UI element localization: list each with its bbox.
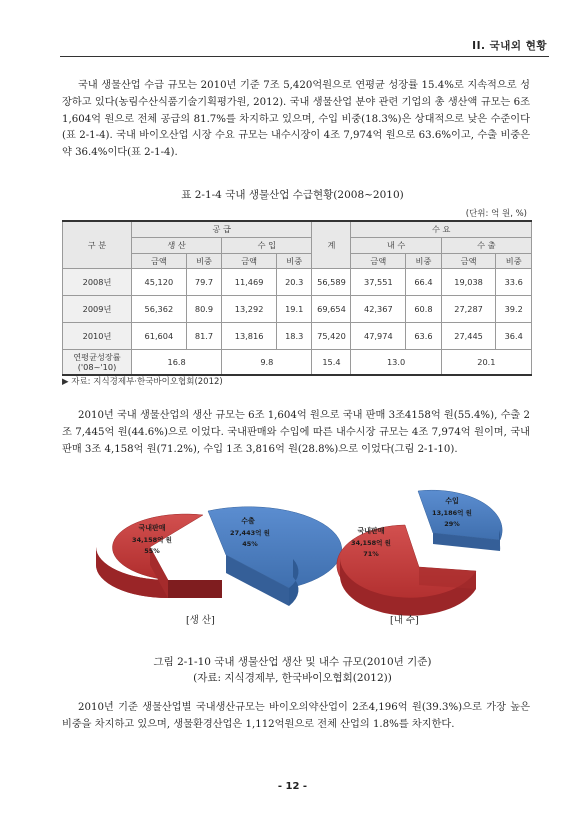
header-gubun: 구 분 xyxy=(63,221,132,269)
pie-production-slice-export xyxy=(208,507,342,606)
supply-demand-table xyxy=(62,220,532,376)
cell: 18.3 xyxy=(276,323,312,350)
paragraph-1-text: 국내 생물산업 수급 규모는 2010년 기준 7조 5,420억원으로 연평균 성장률 15.4%로 지속적으로 성장하고 있다(농림수산식품기술기획평가원, 2012). 국내 생물산업 분야 관련 기업의 총 생산액 규모는 6조 1,604억 원으로 전체 공급의 81.7%를 차지하고 있으며, 수입 비중(18.3%)은 상대적으로 낮은 수준이다(표 2-1-4). 국내 바이오산업 시장 수요 규모는 내수시장이 4조 7,974억 원으로 63.6%이고, 수출 비중은 약 36.4%이다(표 2-1-4). xyxy=(62,80,530,159)
cell: 56,362 xyxy=(132,296,187,323)
cell: 13,816 xyxy=(222,323,277,350)
cell: 56,589 xyxy=(312,269,351,296)
growth-period: ('08~'10) xyxy=(77,362,117,372)
table-row xyxy=(63,323,532,350)
paragraph-2-text: 2010년 국내 생물산업의 생산 규모는 6조 1,604억 원으로 국내 판매 3조4158억 원(55.4%), 수출 2조 7,445억 원(44.6%)으로 이었다. 국내판매와 수입에 따른 내수시장 규모는 4조 7,974억 원이며, 국내 판매 3조 4,158억 원(71.2%), 수입 1조 3,816억 원(28.8%)으로 이었다(그림 2-1-10). xyxy=(62,410,530,455)
cell: 80.9 xyxy=(186,296,222,323)
table-row xyxy=(63,269,532,296)
paragraph-1 xyxy=(62,78,530,162)
pie-domestic-label: [내 수] xyxy=(390,615,419,626)
page-number: - 12 - xyxy=(277,781,308,792)
header-import: 수 입 xyxy=(222,238,312,254)
header-demand: 수 요 xyxy=(351,221,532,238)
pie-production-label: [생 산] xyxy=(186,615,215,626)
cell: 19.1 xyxy=(276,296,312,323)
cell: 75,420 xyxy=(312,323,351,350)
header-amount: 금액 xyxy=(351,254,406,269)
slice-value: 34,158억 원 xyxy=(132,536,172,544)
slice-name: 국내판매 xyxy=(357,527,385,535)
figure-source: (자료: 지식경제부, 한국바이오협회(2012)) xyxy=(193,672,392,684)
cell: 36.4 xyxy=(496,323,532,350)
cell: 79.7 xyxy=(186,269,222,296)
slice-pct: 45% xyxy=(242,540,258,548)
slice-pct: 29% xyxy=(444,520,460,528)
header-domestic: 내 수 xyxy=(351,238,441,254)
row-label: 2008년 xyxy=(63,269,132,296)
row-label-growth xyxy=(63,350,132,376)
table-unit: (단위: 억 원, %) xyxy=(465,209,527,219)
cell: 47,974 xyxy=(351,323,406,350)
paragraph-3 xyxy=(62,700,530,734)
header-share: 비중 xyxy=(276,254,312,269)
cell: 66.4 xyxy=(406,269,442,296)
cell: 9.8 xyxy=(222,350,312,376)
header-production: 생 산 xyxy=(132,238,222,254)
cell: 37,551 xyxy=(351,269,406,296)
cell: 20.1 xyxy=(441,350,531,376)
header-share: 비중 xyxy=(186,254,222,269)
slice-value: 13,186억 원 xyxy=(432,509,472,517)
cell: 81.7 xyxy=(186,323,222,350)
header-total: 계 xyxy=(312,221,351,269)
cell: 33.6 xyxy=(496,269,532,296)
chapter-header: II. 국내외 현황 xyxy=(472,40,547,52)
header-amount: 금액 xyxy=(441,254,496,269)
cell: 61,604 xyxy=(132,323,187,350)
paragraph-3-text: 2010년 기준 생물산업별 국내생산규모는 바이오의약산업이 2조4,196억 원(39.3%)으로 가장 높은 비중을 차지하고 있으며, 생물환경산업은 1,112억원으로 전체 산업의 1.8%를 차지한다. xyxy=(62,702,530,730)
pie-domestic xyxy=(337,490,502,616)
row-label: 2009년 xyxy=(63,296,132,323)
header-amount: 금액 xyxy=(132,254,187,269)
table-row-growth xyxy=(63,350,532,376)
table-title: 표 2-1-4 국내 생물산업 수급현황(2008~2010) xyxy=(181,189,404,201)
slice-value: 27,443억 원 xyxy=(230,529,270,537)
growth-label: 연평균성장률 xyxy=(73,352,121,362)
figure-caption: 그림 2-1-10 국내 생물산업 생산 및 내수 규모(2010년 기준) xyxy=(153,656,432,668)
slice-name: 국내판매 xyxy=(138,524,166,532)
cell: 27,445 xyxy=(441,323,496,350)
header-supply: 공 급 xyxy=(132,221,312,238)
cell: 27,287 xyxy=(441,296,496,323)
pie-figure xyxy=(0,485,585,630)
header-export: 수 출 xyxy=(441,238,531,254)
cell: 15.4 xyxy=(312,350,351,376)
slice-pct: 55% xyxy=(144,547,160,555)
cell: 42,367 xyxy=(351,296,406,323)
slice-name: 수출 xyxy=(241,517,255,525)
cell: 13.0 xyxy=(351,350,441,376)
cell: 63.6 xyxy=(406,323,442,350)
slice-name: 수입 xyxy=(445,497,459,505)
slice-value: 34,158억 원 xyxy=(351,539,391,547)
cell: 19,038 xyxy=(441,269,496,296)
cell: 13,292 xyxy=(222,296,277,323)
header-share: 비중 xyxy=(496,254,532,269)
pie-domestic-slice-import xyxy=(418,490,502,551)
pie-production xyxy=(78,507,342,606)
cell: 16.8 xyxy=(132,350,222,376)
cell: 11,469 xyxy=(222,269,277,296)
table-source: ▶ 자료: 지식경제부·한국바이오협회(2012) xyxy=(62,377,223,387)
table-row xyxy=(63,296,532,323)
header-amount: 금액 xyxy=(222,254,277,269)
cell: 45,120 xyxy=(132,269,187,296)
cell: 20.3 xyxy=(276,269,312,296)
header-share: 비중 xyxy=(406,254,442,269)
paragraph-2 xyxy=(62,408,530,458)
cell: 69,654 xyxy=(312,296,351,323)
cell: 39.2 xyxy=(496,296,532,323)
cell: 60.8 xyxy=(406,296,442,323)
header-rule xyxy=(60,56,549,57)
row-label: 2010년 xyxy=(63,323,132,350)
slice-pct: 71% xyxy=(363,550,379,558)
